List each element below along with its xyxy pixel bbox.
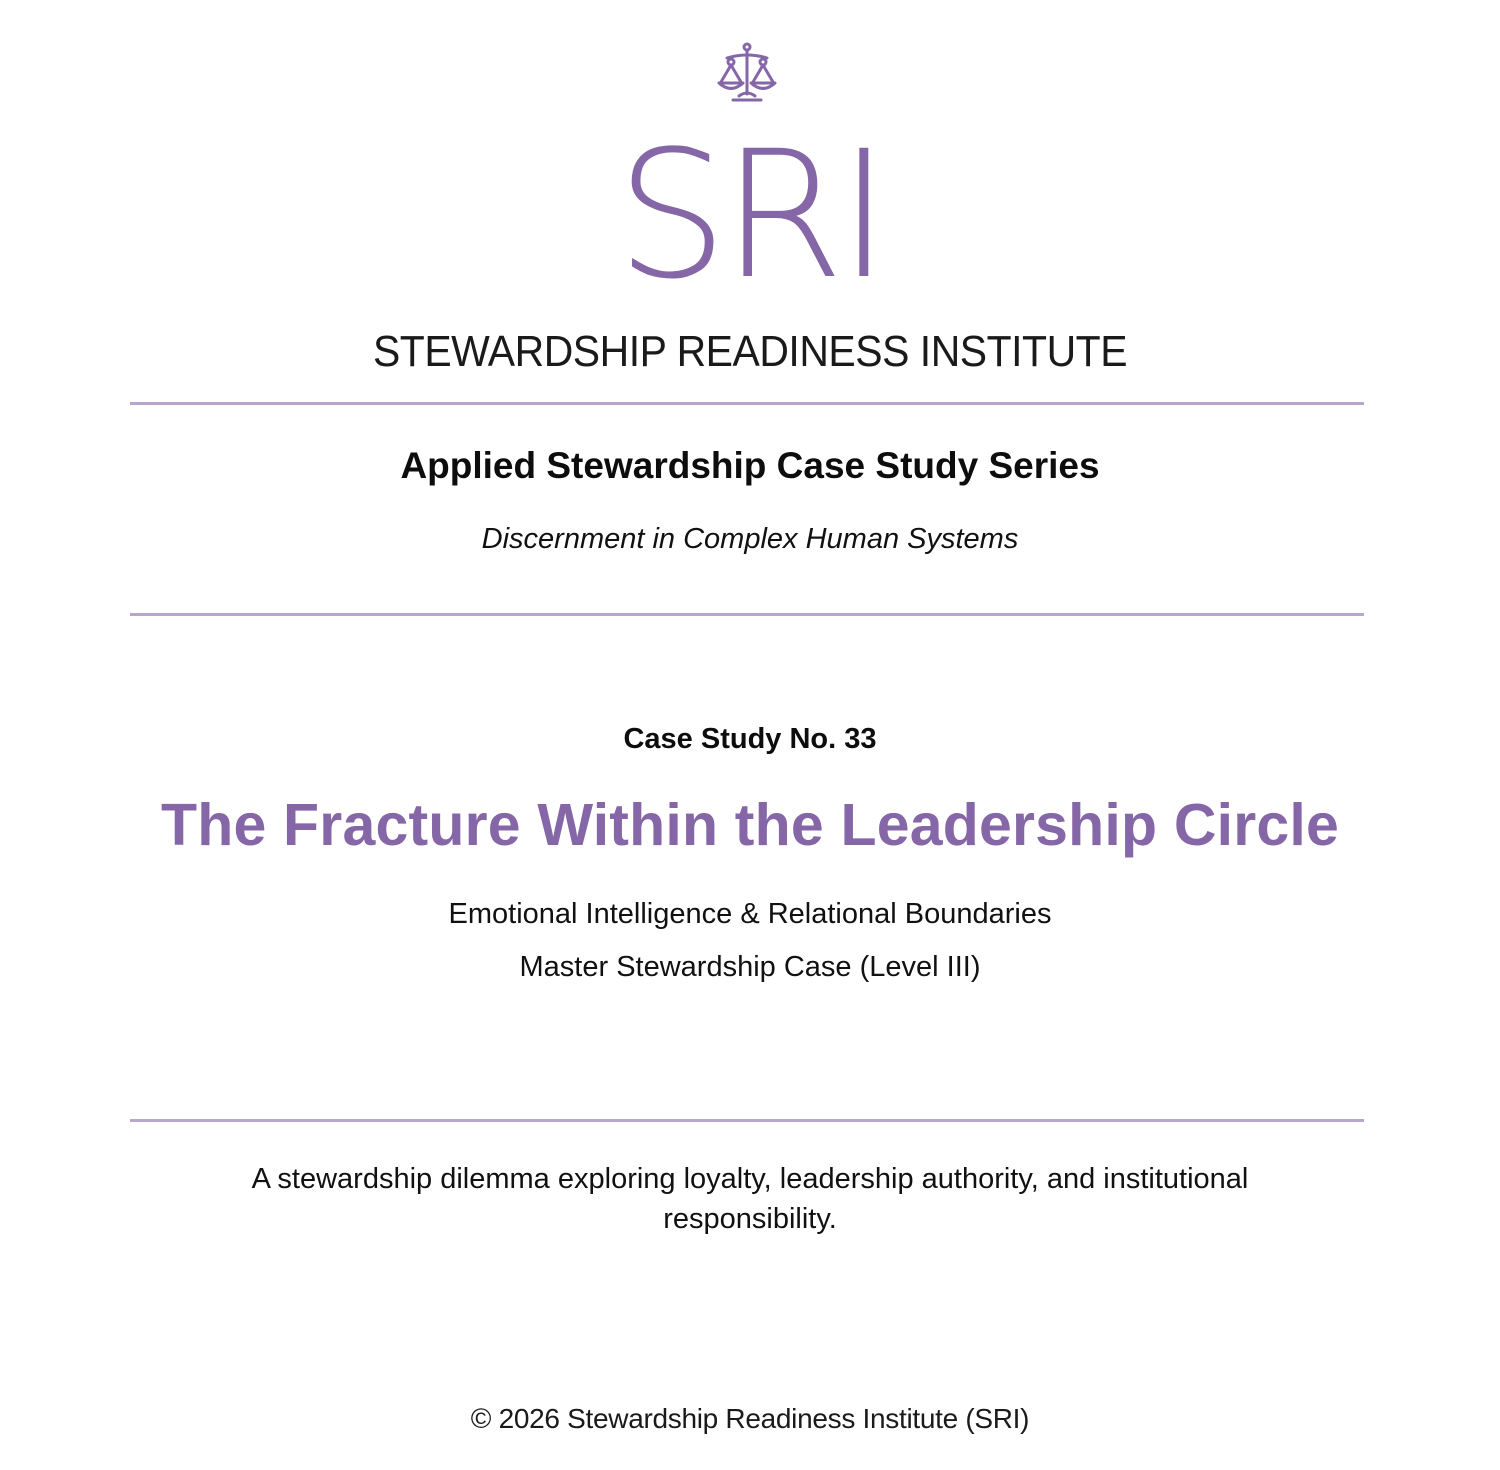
scales-of-justice-icon [715,42,779,106]
case-topic: Emotional Intelligence & Relational Boundaries [448,898,1052,930]
institute-acronym: SRI [616,113,884,318]
series-subtitle: Discernment in Complex Human Systems [481,523,1019,555]
divider [130,613,1364,616]
case-level: Master Stewardship Case (Level III) [519,951,981,983]
series-title: Applied Stewardship Case Study Series [400,445,1100,486]
copyright-notice: © 2026 Stewardship Readiness Institute (SRI) [470,1403,1030,1434]
case-number: Case Study No. 33 [623,723,877,755]
case-title: The Fracture Within the Leadership Circle [160,792,1340,858]
case-description: A stewardship dilemma exploring loyalty, leadership authority, and institutional responsibility. [251,1163,1249,1235]
institute-name: STEWARDSHIP READINESS INSTITUTE [372,327,1128,376]
divider [130,1119,1364,1122]
divider [130,402,1364,405]
